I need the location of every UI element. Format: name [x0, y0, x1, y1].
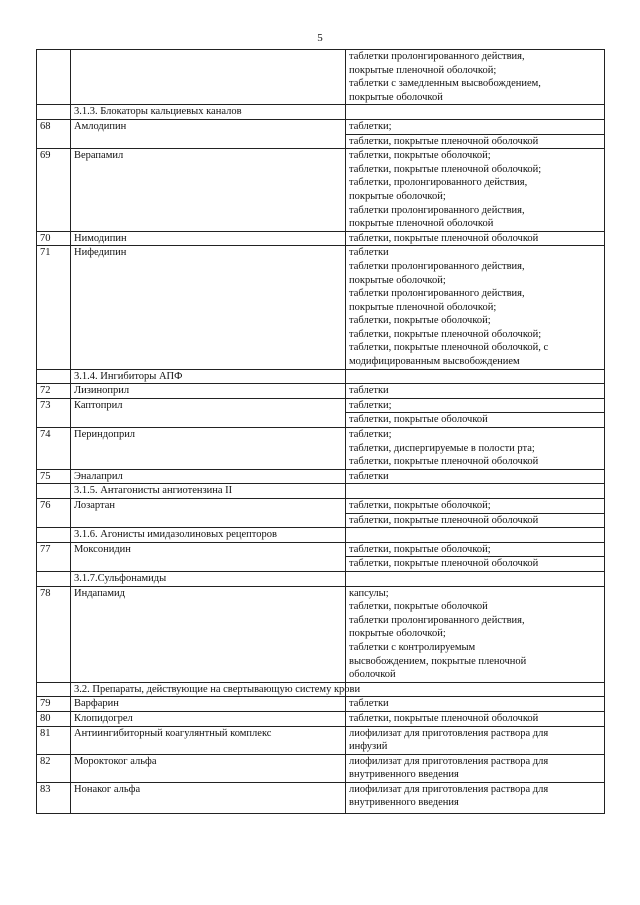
dosage-form-cell: [346, 398, 605, 413]
drug-number: 73: [37, 398, 71, 427]
drug-number: 80: [37, 711, 71, 726]
drug-row: [37, 50, 605, 105]
drug-row: [37, 231, 605, 246]
drug-list-body: [37, 50, 605, 814]
section-num-cell: [37, 571, 71, 586]
dosage-form-cell: [346, 754, 605, 782]
dosage-form-cell: [346, 149, 605, 232]
drug-row: [37, 782, 605, 813]
dosage-form-text: таблетки, покрытые оболочкой;: [349, 500, 491, 511]
dosage-form-cell: [346, 469, 605, 484]
dosage-form-lines: [349, 149, 601, 231]
dosage-form-text: таблетки, покрытые пленочной оболочкой: [349, 514, 539, 526]
drug-number: 75: [37, 469, 71, 484]
dosage-form-text: таблетки, пролонгированного действия,: [349, 177, 528, 189]
drug-row: [37, 398, 605, 413]
dosage-form-text: таблетки пролонгированного действия,: [349, 204, 525, 216]
drug-row: [37, 499, 605, 514]
drug-name: Периндоприл: [71, 428, 346, 470]
dosage-form-text: лиофилизат для приготовления раствора для: [349, 783, 549, 795]
dosage-form-cell: [346, 782, 605, 813]
dosage-form-text: таблетки: [349, 698, 389, 710]
dosage-form-lines: [349, 413, 601, 427]
drug-name: Варфарин: [71, 697, 346, 712]
dosage-form-text: инфузий: [349, 741, 388, 753]
dosage-form-cell: [346, 231, 605, 246]
section-form-cell: [346, 484, 605, 499]
section-title: 3.1.4. Ингибиторы АПФ: [71, 369, 346, 384]
dosage-form-cell: [346, 119, 605, 134]
drug-row: [37, 697, 605, 712]
dosage-form-text: таблетки, покрытые оболочкой: [349, 601, 488, 613]
dosage-form-text: лиофилизат для приготовления раствора для: [349, 727, 549, 739]
dosage-form-cell: [346, 413, 605, 428]
dosage-form-lines: [349, 50, 601, 104]
section-num-cell: [37, 105, 71, 120]
dosage-form-cell: [346, 134, 605, 149]
dosage-form-lines: [349, 232, 601, 246]
dosage-form-text: покрытые оболочкой;: [349, 274, 446, 286]
dosage-form-text: таблетки: [349, 470, 389, 482]
dosage-form-text: таблетки с замедленным высвобождением,: [349, 78, 541, 90]
dosage-form-cell: [346, 246, 605, 369]
drug-number: 79: [37, 697, 71, 712]
drug-name: Нимодипин: [71, 231, 346, 246]
dosage-form-lines: [349, 135, 601, 149]
drug-name: Лизиноприл: [71, 384, 346, 399]
dosage-form-text: таблетки, диспергируемые в полости рта;: [349, 442, 535, 454]
drug-name: Эналаприл: [71, 469, 346, 484]
dosage-form-text: таблетки пролонгированного действия,: [349, 260, 525, 272]
dosage-form-text: таблетки, покрытые оболочкой: [349, 414, 488, 426]
drug-name: Антиингибиторный коагулянтный комплекс: [71, 726, 346, 754]
drug-name: [71, 50, 346, 105]
dosage-form-lines: [349, 543, 601, 557]
drug-name: Нифедипин: [71, 246, 346, 369]
section-form-cell: [346, 105, 605, 120]
dosage-form-cell: [346, 697, 605, 712]
drug-row: [37, 246, 605, 369]
drug-number: 72: [37, 384, 71, 399]
drug-row: [37, 384, 605, 399]
dosage-form-text: таблетки, покрытые пленочной оболочкой;: [349, 163, 542, 175]
drug-name: Верапамил: [71, 149, 346, 232]
drug-row: [37, 149, 605, 232]
dosage-form-text: таблетки пролонгированного действия,: [349, 614, 525, 626]
dosage-form-text: модифицированным высвобождением: [349, 356, 520, 368]
dosage-form-text: таблетки;: [349, 399, 392, 411]
dosage-form-text: таблетки, покрытые пленочной оболочкой: [349, 712, 539, 724]
dosage-form-cell: [346, 542, 605, 557]
dosage-form-text: таблетки, покрытые пленочной оболочкой, с: [349, 342, 549, 354]
dosage-form-lines: [349, 697, 601, 711]
page-number: 5: [317, 32, 323, 44]
dosage-form-text: оболочкой: [349, 669, 396, 681]
drug-row: [37, 119, 605, 134]
dosage-form-text: таблетки, покрытые пленочной оболочкой;: [349, 328, 542, 340]
drug-name: Лозартан: [71, 499, 346, 528]
section-title: 3.1.6. Агонисты имидазолиновых рецепторов: [71, 528, 346, 543]
dosage-form-text: покрытые оболочкой;: [349, 628, 446, 640]
dosage-form-text: внутривенного введения: [349, 797, 459, 809]
dosage-form-text: таблетки с контролируемым: [349, 641, 476, 653]
dosage-form-lines: [349, 428, 601, 469]
section-row: [37, 484, 605, 499]
section-row: [37, 528, 605, 543]
dosage-form-lines: [349, 755, 601, 782]
section-row: [37, 105, 605, 120]
section-form-cell: [346, 528, 605, 543]
dosage-form-lines: [349, 384, 601, 398]
drug-row: [37, 726, 605, 754]
section-form-cell: [346, 682, 605, 697]
dosage-form-text: таблетки;: [349, 429, 392, 441]
dosage-form-text: капсулы;: [349, 587, 389, 599]
drug-number: 83: [37, 782, 71, 813]
dosage-form-cell: [346, 384, 605, 399]
dosage-form-cell: [346, 586, 605, 682]
section-title: 3.1.5. Антагонисты ангиотензина II: [71, 484, 346, 499]
dosage-form-lines: [349, 727, 601, 754]
section-form-cell: [346, 571, 605, 586]
dosage-form-text: покрытые пленочной оболочкой;: [349, 301, 497, 313]
drug-row: [37, 542, 605, 557]
section-row: [37, 369, 605, 384]
drug-row: [37, 428, 605, 470]
drug-name: Клопидогрел: [71, 711, 346, 726]
dosage-form-lines: [349, 557, 601, 571]
drug-row: [37, 586, 605, 682]
dosage-form-lines: [349, 587, 601, 682]
dosage-form-lines: [349, 399, 601, 413]
dosage-form-cell: [346, 557, 605, 572]
dosage-form-lines: [349, 499, 601, 513]
drug-number: 77: [37, 542, 71, 571]
drug-row: [37, 711, 605, 726]
dosage-form-text: таблетки пролонгированного действия,: [349, 288, 525, 300]
dosage-form-text: покрытые оболочкой;: [349, 190, 446, 202]
section-num-cell: [37, 369, 71, 384]
dosage-form-cell: [346, 499, 605, 514]
drug-row: [37, 469, 605, 484]
section-num-cell: [37, 682, 71, 697]
drug-name: Моксонидин: [71, 542, 346, 571]
drug-name: Индапамид: [71, 586, 346, 682]
dosage-form-text: таблетки, покрытые пленочной оболочкой: [349, 456, 539, 468]
dosage-form-text: высвобождением, покрытые пленочной: [349, 655, 527, 667]
dosage-form-cell: [346, 513, 605, 528]
drug-name: Амлодипин: [71, 119, 346, 148]
section-form-cell: [346, 369, 605, 384]
drug-row: [37, 754, 605, 782]
dosage-form-text: таблетки, покрытые пленочной оболочкой: [349, 135, 539, 147]
drug-number: 71: [37, 246, 71, 369]
section-row: [37, 682, 605, 697]
drug-list-table: [36, 49, 605, 814]
drug-number: 74: [37, 428, 71, 470]
drug-name: Нонаког альфа: [71, 782, 346, 813]
drug-number: 76: [37, 499, 71, 528]
section-title: 3.1.3. Блокаторы кальциевых каналов: [71, 105, 346, 120]
dosage-form-text: внутривенного введения: [349, 769, 459, 781]
dosage-form-text: таблетки;: [349, 120, 392, 132]
dosage-form-text: таблетки: [349, 385, 389, 397]
drug-name: Мороктоког альфа: [71, 754, 346, 782]
section-num-cell: [37, 484, 71, 499]
dosage-form-text: покрытые пленочной оболочкой;: [349, 64, 497, 76]
dosage-form-lines: [349, 514, 601, 528]
drug-number: 82: [37, 754, 71, 782]
section-row: [37, 571, 605, 586]
dosage-form-lines: [349, 783, 601, 810]
dosage-form-text: покрытые оболочкой: [349, 91, 443, 103]
dosage-form-cell: [346, 50, 605, 105]
dosage-form-text: таблетки, покрытые оболочкой;: [349, 315, 491, 327]
drug-number: 81: [37, 726, 71, 754]
dosage-form-lines: [349, 470, 601, 484]
drug-number: 70: [37, 231, 71, 246]
dosage-form-text: таблетки, покрытые оболочкой;: [349, 543, 491, 555]
dosage-form-cell: [346, 711, 605, 726]
section-title: 3.2. Препараты, действующие на свертывающую систему крови: [71, 682, 346, 697]
dosage-form-text: таблетки: [349, 247, 389, 259]
dosage-form-text: таблетки пролонгированного действия,: [349, 51, 525, 62]
dosage-form-text: таблетки, покрытые оболочкой;: [349, 150, 491, 162]
dosage-form-cell: [346, 428, 605, 470]
drug-number: 68: [37, 119, 71, 148]
section-num-cell: [37, 528, 71, 543]
drug-number: 78: [37, 586, 71, 682]
dosage-form-text: покрытые пленочной оболочкой: [349, 218, 494, 230]
dosage-form-lines: [349, 246, 601, 368]
dosage-form-lines: [349, 712, 601, 726]
dosage-form-text: таблетки, покрытые пленочной оболочкой: [349, 558, 539, 570]
drug-number: 69: [37, 149, 71, 232]
section-title: 3.1.7.Сульфонамиды: [71, 571, 346, 586]
dosage-form-text: лиофилизат для приготовления раствора для: [349, 755, 549, 767]
drug-name: Каптоприл: [71, 398, 346, 427]
dosage-form-cell: [346, 726, 605, 754]
dosage-form-lines: [349, 120, 601, 134]
dosage-form-text: таблетки, покрытые пленочной оболочкой: [349, 232, 539, 244]
drug-number: [37, 50, 71, 105]
